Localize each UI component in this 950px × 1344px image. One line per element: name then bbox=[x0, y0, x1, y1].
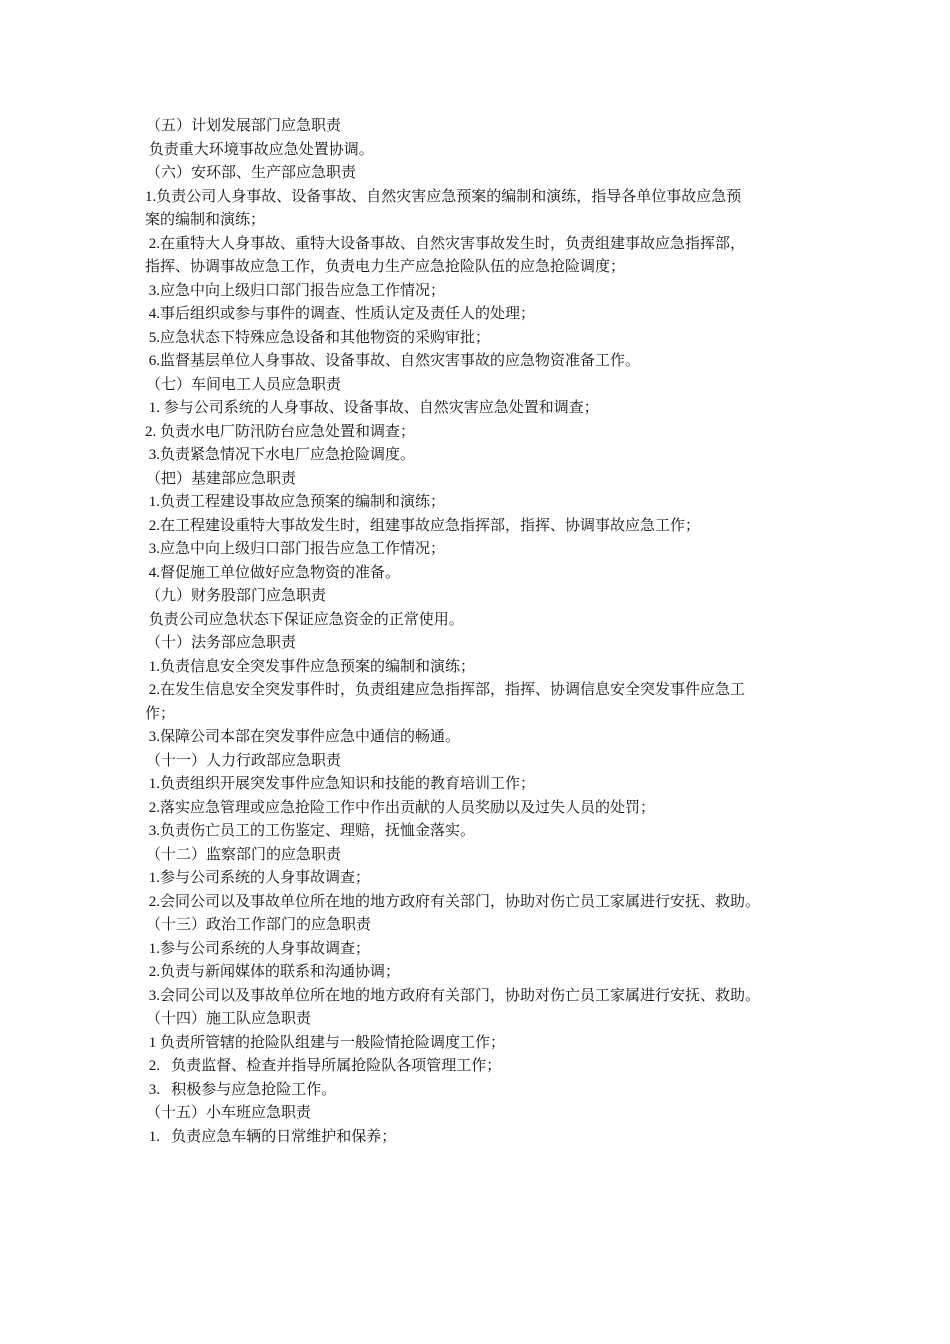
text-line: 2.会同公司以及事故单位所在地的地方政府有关部门，协助对伤亡员工家属进行安抚、救助。 bbox=[145, 893, 761, 910]
text-line: 3.保障公司本部在突发事件应急中通信的畅通。 bbox=[145, 729, 461, 745]
section-heading: （九）财务股部门应急职责 bbox=[146, 588, 327, 604]
text-line: 3.应急中向上级归口部门报告应急工作情况； bbox=[145, 282, 446, 299]
text-line: 2. 负责监督、检查并指导所属抢险队各项管理工作； bbox=[145, 1058, 502, 1074]
text-line: 4.督促施工单位做好应急物资的准备。 bbox=[145, 564, 401, 581]
text-line: 2.负责与新闻媒体的联系和沟通协调； bbox=[145, 964, 401, 980]
text-line: 1.参与公司系统的人身事故调查； bbox=[145, 940, 371, 957]
text-line: 2.在工程建设重特大事故发生时，组建事故应急指挥部，指挥、协调事故应急工作； bbox=[145, 517, 701, 534]
text-line: 指挥、协调事故应急工作，负责电力生产应急抢险队伍的应急抢险调度； bbox=[145, 259, 626, 275]
text-line: 2. 负责水电厂防汛防台应急处置和调查； bbox=[145, 423, 416, 440]
text-line: 3. 积极参与应急抢险工作。 bbox=[145, 1081, 337, 1098]
section-heading: （十三）政治工作部门的应急职责 bbox=[146, 917, 372, 933]
section-heading: （七）车间电工人员应急职责 bbox=[146, 376, 342, 393]
section-heading: （十二）监察部门的应急职责 bbox=[146, 846, 342, 863]
text-line: 1.负责组织开展突发事件应急知识和技能的教育培训工作； bbox=[145, 776, 536, 792]
text-line: 5.应急状态下特殊应急设备和其他物资的采购审批； bbox=[145, 329, 491, 346]
text-line: 2.落实应急管理或应急抢险工作中作出贡献的人员奖励以及过失人员的处罚； bbox=[145, 799, 656, 816]
text-line: 1. 参与公司系统的人身事故、设备事故、自然灾害应急处置和调查； bbox=[145, 400, 599, 416]
section-heading: （十一）人力行政部应急职责 bbox=[146, 752, 342, 769]
text-line: 案的编制和演练； bbox=[145, 212, 266, 228]
section-heading: （五）计划发展部门应急职责 bbox=[146, 118, 342, 134]
text-line: 1.负责公司人身事故、设备事故、自然灾害应急预案的编制和演练，指导各单位事故应急预 bbox=[145, 188, 742, 205]
text-line: 1.负责工程建设事故应急预案的编制和演练； bbox=[145, 494, 446, 510]
text-line: 3.应急中向上级归口部门报告应急工作情况； bbox=[145, 541, 446, 557]
text-line: 1. 负责应急车辆的日常维护和保养； bbox=[145, 1128, 397, 1145]
text-line: 1.负责信息安全突发事件应急预案的编制和演练； bbox=[145, 658, 476, 675]
section-heading: （六）安环部、生产部应急职责 bbox=[146, 165, 357, 181]
section-heading: （十）法务部应急职责 bbox=[146, 635, 297, 651]
text-line: 3.负责紧急情况下水电厂应急抢险调度。 bbox=[145, 447, 416, 463]
section-heading: （十五）小车班应急职责 bbox=[146, 1105, 312, 1121]
text-line: 1 负责所管辖的抢险队组建与一般险情抢险调度工作； bbox=[145, 1034, 506, 1051]
section-heading: （把）基建部应急职责 bbox=[146, 470, 297, 487]
text-line: 负责公司应急状态下保证应急资金的正常使用。 bbox=[145, 611, 464, 628]
text-line: 作； bbox=[145, 705, 176, 722]
text-line: 1.参与公司系统的人身事故调查； bbox=[145, 870, 371, 886]
document-body bbox=[145, 115, 825, 1149]
section-heading: （十四）施工队应急职责 bbox=[146, 1011, 312, 1027]
text-line: 2.在重特大人身事故、重特大设备事故、自然灾害事故发生时，负责组建事故应急指挥部， bbox=[145, 235, 746, 252]
text-line: 6.监督基层单位人身事故、设备事故、自然灾害事故的应急物资准备工作。 bbox=[145, 353, 641, 369]
text-line: 3.会同公司以及事故单位所在地的地方政府有关部门，协助对伤亡员工家属进行安抚、救助。 bbox=[145, 987, 761, 1004]
text-line: 负责重大环境事故应急处置协调。 bbox=[145, 141, 374, 158]
text-line: 3.负责伤亡员工的工伤鉴定、理赔，抚恤金落实。 bbox=[145, 823, 476, 839]
text-line: 4.事后组织或参与事件的调查、性质认定及责任人的处理； bbox=[145, 306, 536, 322]
text-line: 2.在发生信息安全突发事件时，负责组建应急指挥部，指挥、协调信息安全突发事件应急工 bbox=[145, 682, 746, 698]
